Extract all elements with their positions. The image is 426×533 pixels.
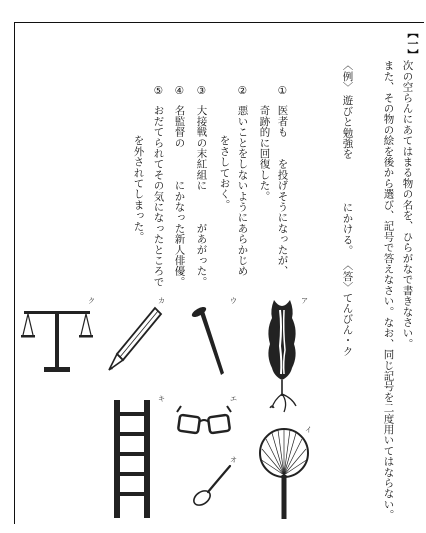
spoon-icon: [190, 460, 234, 510]
question-5-line-2: を外されてしまった。: [132, 135, 145, 242]
balance-scale-icon: [20, 305, 94, 377]
choice-letter-e: エ: [230, 395, 237, 403]
paper-gohei-icon: [260, 296, 304, 416]
example-label: 〈例〉: [341, 60, 354, 93]
question-1-line-2: 奇跡的に回復した。: [258, 105, 271, 202]
question-3-number: ③: [195, 85, 208, 98]
instruction-line-1: 次の空らんにあてはまる物の名を、ひらがなで書きなさい。: [401, 60, 414, 349]
page-frame: [14, 22, 424, 524]
nail-icon: [190, 305, 230, 380]
choice-letter-a: ア: [301, 297, 308, 305]
example-answer: 〈答〉てんびん・ク: [341, 260, 354, 357]
question-5-line-1: おだてられてその気になったところで: [152, 105, 165, 287]
question-1-line-1: 医者も を投げそうになったが、: [276, 105, 289, 277]
question-4-number: ④: [173, 85, 186, 98]
uchiwa-fan-icon: [256, 425, 312, 525]
choice-letter-ka: カ: [158, 297, 165, 305]
pencil-icon: [105, 306, 163, 374]
choice-letter-ku: ク: [88, 297, 95, 305]
question-2-number: ②: [236, 85, 249, 98]
question-2-line-2: をさしておく。: [218, 135, 231, 210]
choice-letter-o: オ: [230, 456, 237, 464]
glasses-icon: [175, 402, 233, 442]
choice-letter-i: イ: [305, 426, 312, 434]
question-1-number: ①: [276, 85, 289, 98]
question-5-number: ⑤: [152, 85, 165, 98]
example-sentence: 遊びと勉強を にかける。: [341, 95, 354, 256]
section-badge: 【一】: [406, 27, 419, 60]
question-3-line-1: 大接戦の末紅組に があがった。: [195, 105, 208, 287]
question-2-line-1: 悪いことをしないようにあらかじめ: [236, 105, 249, 277]
instruction-line-2: また、その物の絵を後から選び、記号で答えなさい。なお、同じ記号を二度用いてはならない。: [382, 60, 395, 521]
ladder-icon: [110, 398, 156, 520]
choice-letter-u: ウ: [230, 297, 237, 305]
choice-letter-ki: キ: [158, 395, 165, 403]
question-4-line-1: 名監督の にかなった新人俳優。: [173, 105, 186, 287]
